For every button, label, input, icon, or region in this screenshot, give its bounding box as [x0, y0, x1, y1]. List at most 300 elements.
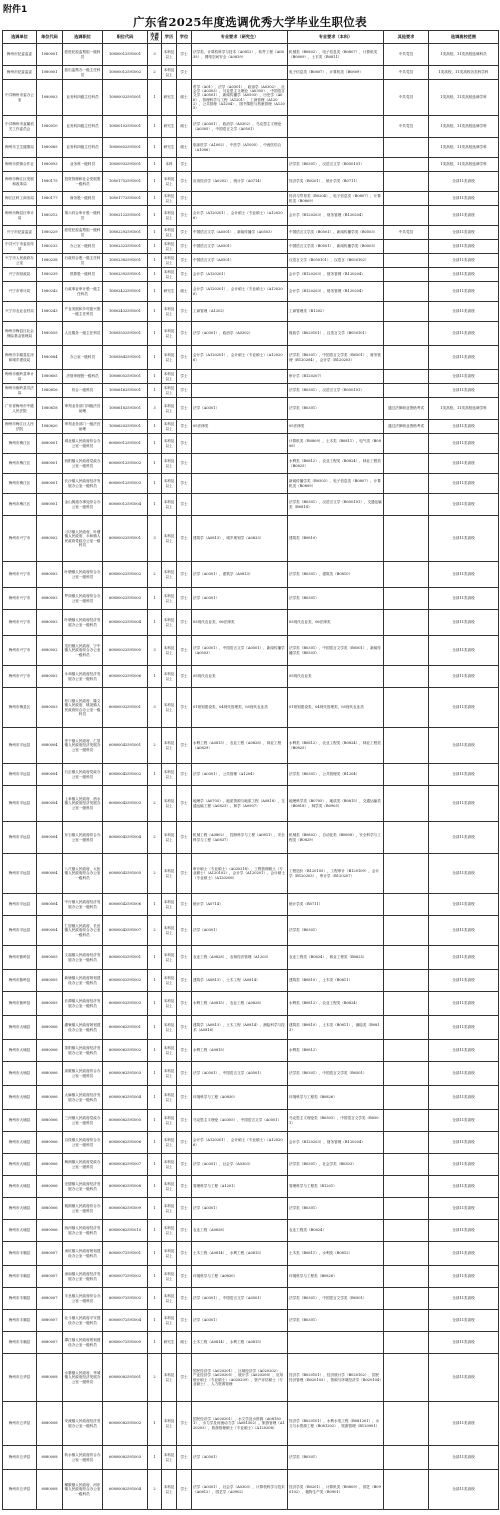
table-cell: 全部11类高校 [429, 970, 499, 992]
table-row [3, 588, 499, 610]
table-cell: 本科及以上 [162, 822, 177, 854]
table-cell: 全部11类高校 [429, 1198, 499, 1220]
table-cell: 梅州市平远县 [3, 916, 37, 946]
table-cell: 本科 [162, 158, 177, 172]
table-cell: 农业工程类（B0824），林业工程类（B0825） [288, 946, 384, 970]
table-row [3, 1242, 499, 1266]
table-cell: 1类高校，11类高校选调科员 [429, 44, 499, 66]
table-cell [384, 588, 429, 610]
table-cell: 建筑学（A0813），土木工程（A0814），测绘科学与技术（A0816） [192, 1016, 288, 1040]
table-cell: 60800072591005 [103, 1332, 148, 1354]
table-row [3, 610, 499, 636]
table-cell: 1 [148, 172, 162, 192]
table-cell: 60800052591003 [103, 992, 148, 1016]
table-row [3, 636, 499, 666]
table-row [3, 322, 499, 346]
table-cell: 1 [148, 158, 162, 172]
table-cell: 60800082591001 [103, 1354, 148, 1402]
column-header: 其他要求 [384, 31, 429, 44]
table-cell: 学士 [177, 854, 192, 894]
table-cell: 梅州市平远县 [3, 786, 37, 822]
table-cell: 学士 [177, 1086, 192, 1110]
table-cell: 工商管理类（B1202） [288, 302, 384, 322]
table-cell: 审判业务部门四级法官助理 [63, 398, 103, 420]
table-cell: 60800042591005 [103, 854, 148, 894]
table-cell: 中共梅州市直属机关工作委员会 [3, 116, 37, 138]
table-cell [384, 1332, 429, 1354]
table-cell: 全部11类高校 [429, 1040, 499, 1062]
table-cell: 横陂镇人民政府、河东镇人民政府综合办公室一级科员 [63, 1470, 103, 1510]
table-cell: 1类高校，11类高校选调学科 [429, 158, 499, 172]
table-cell [384, 240, 429, 254]
table-cell: 环境科学与工程类（B0826） [288, 1086, 384, 1110]
table-cell: 管理科学与工程类（B1201） [288, 1176, 384, 1198]
table-cell: 6080004 [37, 822, 63, 854]
table-cell: 1 [148, 1220, 162, 1242]
column-header: 专业要求（研究生） [192, 31, 288, 44]
table-cell: 经济学（B020101），经济统计学（B020102），国民经济管理（B020103），资源与环境经济学（B020104） [288, 1354, 384, 1402]
table-cell: 水利类（B0812），农业工程类（B0824） [288, 992, 384, 1016]
table-cell: 学士 [177, 1354, 192, 1402]
table-cell: 01规划建设类、04现代管理类、05现代农业类 [192, 688, 288, 728]
table-row [3, 786, 499, 822]
table-cell: 10806052591001 [103, 370, 148, 384]
table-cell: 研究生 [162, 1332, 177, 1354]
table-cell: 1 [148, 138, 162, 158]
table-cell: 10802392591001 [103, 268, 148, 282]
table-cell: 6080007 [37, 1332, 63, 1354]
table-cell: 梅州市梅江区 [3, 474, 37, 494]
table-cell: 梅州市丰顺县 [3, 1332, 37, 1354]
table-cell: 法学类（B0301），公共管理类（B1204） [288, 764, 384, 786]
table-cell: 2 [148, 854, 162, 894]
table-cell: 全部11类高校 [429, 666, 499, 688]
table-cell: 会计学（B120203），财务管理（B120204） [288, 1132, 384, 1154]
table-cell: 梅州市梅江区发展和改革局 [3, 172, 37, 192]
table-cell: 1 [148, 764, 162, 786]
table-cell: 法规审理股一级科员 [63, 370, 103, 384]
table-cell: 兴宁市纪委监委 [3, 226, 37, 240]
table-cell: 6080004 [37, 786, 63, 822]
table-cell: 梅州市梅江区 [3, 434, 37, 454]
table-cell: 梅州市大埔县 [3, 1176, 37, 1198]
table-cell: 01规划建设类、04现代管理类、05现代农业类 [288, 688, 384, 728]
table-cell: 梅州市纪委监委 [3, 66, 37, 80]
table-cell: 1080010 [37, 116, 63, 138]
table-cell: 60800012591001 [103, 434, 148, 454]
table-cell: 10802292591001 [103, 226, 148, 240]
table-row [3, 116, 499, 138]
table-row [3, 946, 499, 970]
table-cell: 枫朗镇人民政府党政办公室一级科员 [63, 1154, 103, 1176]
table-cell: 本科及以上 [162, 384, 177, 398]
table-cell: 全部11类高校 [429, 474, 499, 494]
table-cell: 汉语言文学（B050101），汉语言（B050102） [288, 254, 384, 268]
table-cell: 1 [148, 420, 162, 434]
table-cell: 6080008 [37, 1354, 63, 1402]
table-cell [288, 1332, 384, 1354]
table-cell: 全部11类高校 [429, 1354, 499, 1402]
table-cell [384, 206, 429, 226]
table-row [3, 1176, 499, 1198]
table-cell [288, 80, 384, 116]
table-cell: 学士 [177, 786, 192, 822]
table-cell: 梅州市梅县区审计局 [3, 206, 37, 226]
table-cell: 学士 [177, 992, 192, 1016]
table-cell: 环境科学与工程（A0830） [192, 1086, 288, 1110]
table-cell: 1类高校，11类高校选调学科 [429, 116, 499, 138]
table-cell: 法学类（B0301） [288, 398, 384, 420]
table-cell: 法学类（B0301） [288, 588, 384, 610]
table-cell: 05现代农业类 [288, 666, 384, 688]
table-cell: 本科及以上 [162, 322, 177, 346]
table-cell: 全部11类高校 [429, 346, 499, 370]
table-cell: 全部11类高校 [429, 302, 499, 322]
table-cell: 研究生 [162, 138, 177, 158]
table-cell: 地理学（A0705），地质资源与地质工程（A0818），交通运输工程（A0823），林学（A0907） [192, 786, 288, 822]
table-cell: 中共党员 [384, 116, 429, 138]
table-cell [384, 636, 429, 666]
table-cell [384, 1062, 429, 1086]
table-cell: 6080002 [37, 562, 63, 588]
column-header: 选调单位 [3, 31, 37, 44]
table-cell: 法学（A0301） [192, 1446, 288, 1470]
table-cell: 农业工程（A0828），农林经济管理（A1203） [192, 946, 288, 970]
table-cell: 本科及以上 [162, 420, 177, 434]
table-cell: 学士 [177, 240, 192, 254]
table-cell: 通过法律职业资格考试 [384, 420, 429, 434]
table-cell: 60800062591009 [103, 1198, 148, 1220]
table-cell: 全部11类高校 [429, 1288, 499, 1310]
table-cell: 新闻传播学类（B0503），电子信息类（B0807），计算机类（B0809） [288, 474, 384, 494]
table-cell: 1 [148, 494, 162, 516]
table-row [3, 66, 499, 80]
table-row [3, 138, 499, 158]
table-cell: 兴宁市审计局 [3, 282, 37, 302]
table-cell: 法学（A0301），社会学（A0303），计算机科学与技术（A0812），园艺学（A0902） [192, 1470, 288, 1510]
table-cell: 6080006 [37, 1220, 63, 1242]
table-cell: 6080004 [37, 854, 63, 894]
table-row [3, 1220, 499, 1242]
table-cell: 全部11类高校 [429, 370, 499, 384]
table-cell: 本科及以上 [162, 1198, 177, 1220]
table-cell: 中行镇人民政府经济发展办公室一级科员 [63, 894, 103, 916]
table-cell: 05法律类 [288, 420, 384, 434]
table-cell [384, 610, 429, 636]
table-cell: 梅州市丰顺县住房和城乡建设局 [3, 346, 37, 370]
table-row [3, 894, 499, 916]
table-cell [192, 454, 288, 474]
table-cell: 法学类（B0301），中国语言文学类（B0501） [288, 1062, 384, 1086]
table-cell [384, 562, 429, 588]
table-cell: 1 [148, 384, 162, 398]
table-cell: 法学类（B0301） [288, 1198, 384, 1220]
table-cell: 统计学（A0714） [192, 894, 288, 916]
table-cell: 3 [148, 516, 162, 562]
table-cell: 学士 [177, 226, 192, 240]
table-row [3, 970, 499, 992]
table-cell: 梅州市兴宁市 [3, 636, 37, 666]
table-cell [384, 494, 429, 516]
table-cell: 建筑学（A0813），城乡规划学（A0833） [192, 516, 288, 562]
table-cell: 仁居镇人民政府、长田镇人民政府综合办公室一级科员 [63, 916, 103, 946]
table-cell: 学士 [177, 1266, 192, 1288]
table-cell: 1类高校，11类高校选调学科 [429, 138, 499, 158]
table-cell: 梅州市兴宁市 [3, 516, 37, 562]
table-cell: 本科及以上 [162, 302, 177, 322]
table-cell: 6080004 [37, 728, 63, 764]
table-cell: 水利类（B0812），农业工程类（B0824），林业工程类（B0825） [288, 728, 384, 764]
table-cell: 10802322591001 [103, 240, 148, 254]
table-cell: 学士 [177, 1040, 192, 1062]
table-cell: 梅州市兴宁市 [3, 610, 37, 636]
table-cell: 全部11类高校 [429, 894, 499, 916]
table-cell: 60800012591004 [103, 494, 148, 516]
table-cell [384, 1176, 429, 1198]
table-cell: 1 [148, 240, 162, 254]
table-cell: 10800652591001 [103, 138, 148, 158]
table-cell: 1 [148, 1062, 162, 1086]
table-cell: 全部11类高校 [429, 1332, 499, 1354]
table-cell: 全部11类高校 [429, 1446, 499, 1470]
table-cell: 城北镇人民政府综合办公室一级科员 [63, 434, 103, 454]
table-cell: 6080002 [37, 636, 63, 666]
table-cell: 学士 [177, 158, 192, 172]
table-cell: 学士 [177, 474, 192, 494]
table-cell: 1 [148, 1110, 162, 1132]
table-cell: 1080232 [37, 240, 63, 254]
table-cell: 1 [148, 226, 162, 240]
table-cell: 1类高校，11类高校选调学科 [429, 80, 499, 116]
table-cell: 本科及以上 [162, 1016, 177, 1040]
table-cell: 本科及以上 [162, 474, 177, 494]
table-cell: 60800042591002 [103, 764, 148, 786]
table-cell: 学士 [177, 822, 192, 854]
table-cell: 梅州市梅县区 [3, 688, 37, 728]
table-cell: 10800102591001 [103, 116, 148, 138]
table-cell: 60800012591002 [103, 454, 148, 474]
table-cell: 中共党员 [384, 44, 429, 66]
table-cell [384, 916, 429, 946]
table-cell: 全部11类高校 [429, 268, 499, 282]
table-cell: 法学类（B0301） [288, 1446, 384, 1470]
table-cell: 水利类（B0812） [288, 1040, 384, 1062]
table-row [3, 1154, 499, 1176]
table-cell: 3 [148, 688, 162, 728]
table-cell: 6080006 [37, 1198, 63, 1220]
table-cell [384, 1016, 429, 1040]
table-cell [384, 302, 429, 322]
table-cell: 新铺镇人民政府规划建设办公室一级科员 [63, 970, 103, 992]
table-cell: 全部11类高校 [429, 172, 499, 192]
table-cell: 派驻纪检监察组一级科员 [63, 44, 103, 66]
table-cell [288, 116, 384, 138]
table-cell: 文福镇人民政府经济发展办公室一级科员 [63, 946, 103, 970]
table-cell: 本科及以上 [162, 916, 177, 946]
table-cell: 60800082591003 [103, 1446, 148, 1470]
table-cell: 哲学（A01），法学（A0301），政治学（A0302），社会学（A0303），马克思主义理论（A0305），中国语言文学（A0501），新闻传播学（A0503），历史学（A06），管理科学与工程（A1201），工商管理（A1202），公共管理（A1204），图书情报与档案管理（A1205） [192, 80, 288, 116]
table-cell: 本科及以上 [162, 728, 177, 764]
table-cell: 60800062591002 [103, 1040, 148, 1062]
table-cell: 梅州市丰顺县 [3, 1242, 37, 1266]
table-cell: 6080006 [37, 1176, 63, 1198]
table-cell: 梅州市大埔县 [3, 1198, 37, 1220]
table-cell: 6080006 [37, 1132, 63, 1154]
table-cell: 机械类（B0802），自动化类（B0808），安全科学与工程类（B0829） [288, 822, 384, 854]
table-cell: 1080093 [37, 158, 63, 172]
table-cell: 1 [148, 1176, 162, 1198]
table-cell: 全部11类高校 [429, 322, 499, 346]
table-cell: 永和镇人民政府经济发展办公室一级科员 [63, 666, 103, 688]
table-cell [384, 728, 429, 764]
table-cell: 1 [148, 116, 162, 138]
table-cell: 6080001 [37, 494, 63, 516]
table-cell: 60800062591010 [103, 1220, 148, 1242]
table-cell: 会计学（A120201），会计硕士（专业硕士）（A120206） [192, 206, 288, 226]
table-cell: 学士 [177, 1288, 192, 1310]
table-cell: 1080243 [37, 302, 63, 322]
table-cell [384, 370, 429, 384]
table-cell: 60800062591007 [103, 1154, 148, 1176]
table-cell: 产业发展和乡村振兴股一级主任科员 [63, 302, 103, 322]
table-cell: 建筑类（B0810），土木类（B0811），测绘类（B0813） [288, 1016, 384, 1040]
table-cell: 6080006 [37, 1062, 63, 1086]
table-cell: 1080620 [37, 420, 63, 434]
table-cell: 水利工程（A0815），农业工程（A0828） [192, 992, 288, 1016]
table-cell: 法学类（B0301），中国语言文学类（B0501），新闻传播学类（B0503） [288, 636, 384, 666]
table-row [3, 420, 499, 434]
table-cell: 1080238 [37, 254, 63, 268]
table-cell: 机械工程（A0802），控制科学与工程（A0811），安全科学与工程（A0837） [192, 822, 288, 854]
table-cell: 研究生 [162, 282, 177, 302]
table-cell: 本科及以上 [162, 1086, 177, 1110]
column-header: 学位 [177, 31, 192, 44]
table-cell: 本科及以上 [162, 764, 177, 786]
table-cell: 梅州市丰顺县 [3, 1310, 37, 1332]
table-cell: 1080584 [37, 346, 63, 370]
table-cell: 通过法律职业资格考试 [384, 398, 429, 420]
table-cell: 派驻纪检监察组一级科员 [63, 226, 103, 240]
table-row [3, 80, 499, 116]
table-cell: 本科及以上 [162, 398, 177, 420]
table-cell: 学士 [177, 434, 192, 454]
table-cell: 学士 [177, 1016, 192, 1040]
column-header: 专业要求（本科） [288, 31, 384, 44]
table-cell: 本科及以上 [162, 206, 177, 226]
table-cell: 10806182591001 [103, 398, 148, 420]
table-cell: 转水镇人民政府综合办公室一级科员 [63, 1446, 103, 1470]
table-cell: 10800012591001 [103, 44, 148, 66]
table-cell: 计算机类（B0809），土木类（B0811），电气类（B0806） [288, 434, 384, 454]
table-cell: 2 [148, 822, 162, 854]
table-cell: 60800072591001 [103, 1242, 148, 1266]
table-cell: 硕士 [177, 138, 192, 158]
table-cell: 10802122591001 [103, 206, 148, 226]
table-cell [384, 666, 429, 688]
table-cell: 投资管理和社会发展股一级科员 [63, 172, 103, 192]
table-cell: 硕士 [177, 80, 192, 116]
table-cell: 1 [148, 254, 162, 268]
table-cell: 中共梅州市委办公室 [3, 80, 37, 116]
table-cell: 60800022591002 [103, 562, 148, 588]
document-title: 广东省2025年度选调优秀大学毕业生职位表 [133, 15, 367, 29]
table-row [3, 172, 499, 192]
table-cell [384, 1154, 429, 1176]
table-cell: 湖寮镇人民政府规划建设办公室一级科员 [63, 1016, 103, 1040]
table-cell: 1 [148, 1132, 162, 1154]
table-cell: 本科及以上 [162, 240, 177, 254]
table-cell: 经济学（B020101），水利水电工程（B081201），水文与水资源工程（B081202），旅游管理（B120901） [288, 1402, 384, 1446]
table-row [3, 1016, 499, 1040]
table-cell: 本科及以上 [162, 894, 177, 916]
table-cell: 学士 [177, 172, 192, 192]
table-cell: 本科及以上 [162, 1242, 177, 1266]
table-cell: 6080007 [37, 1242, 63, 1266]
column-header: 选调人数 [148, 31, 162, 44]
table-cell: 本科及以上 [162, 1288, 177, 1310]
table-cell [192, 192, 288, 206]
table-cell: 本科及以上 [162, 516, 177, 562]
table-cell: 法学（A0301） [192, 588, 288, 610]
table-cell: 综合一级科员 [63, 384, 103, 398]
table-cell: 法学（A0301），中国语言文学（A0501） [192, 1062, 288, 1086]
table-row [3, 1470, 499, 1510]
table-row [3, 516, 499, 562]
table-cell: 兴宁市财政局 [3, 268, 37, 282]
table-cell: 第六综合审计股一级科员 [63, 206, 103, 226]
table-cell: 业务科一级科员 [63, 158, 103, 172]
table-cell [384, 786, 429, 822]
table-cell: 1080001 [37, 66, 63, 80]
table-cell: 学士 [177, 66, 192, 80]
table-cell: 水利类（B0812），农业工程类（B0824），林业工程类（B0825） [288, 454, 384, 474]
table-cell: 1 [148, 346, 162, 370]
table-cell [192, 384, 288, 398]
table-row [3, 206, 499, 226]
table-cell: 经济学类（B0201），统计学类（B0711） [288, 172, 384, 192]
table-cell: 建筑学（A0813），土木工程（A0814） [192, 970, 288, 992]
table-cell: 差干镇人民政府、仁居镇人民政府经济发展办公室一级科员 [63, 728, 103, 764]
table-cell: 1 [148, 610, 162, 636]
table-cell [384, 822, 429, 854]
table-cell: 丰良镇人民政府综合办公室一级科员 [63, 1288, 103, 1310]
table-cell: 硕士 [177, 1332, 192, 1354]
column-header: 选调高校范围 [429, 31, 499, 44]
table-cell: 60800082591002 [103, 1402, 148, 1446]
table-cell: 学士 [177, 346, 192, 370]
table-cell: 60800022591006 [103, 666, 148, 688]
table-cell: 叶塘镇人民政府综合办公室一级科员 [63, 562, 103, 588]
table-cell: 1 [148, 282, 162, 302]
table-cell [384, 854, 429, 894]
table-cell: 中共党员 [384, 226, 429, 240]
table-cell: 全部11类高校 [429, 610, 499, 636]
table-cell: 梅江区科工商务局 [3, 192, 37, 206]
table-cell: 机械类（B0802），电子信息类（B0807），计算机类（B0809），土木类（B0811） [288, 44, 384, 66]
table-cell: 大麻镇人民政府经济发展办公室一级科员 [63, 1086, 103, 1110]
table-row [3, 1110, 499, 1132]
table-cell: 业务科四级主任科员 [63, 80, 103, 116]
table-cell: 梅州市平远县 [3, 894, 37, 916]
table-cell: 环境科学与工程类（B0826） [288, 1266, 384, 1288]
table-cell [384, 384, 429, 398]
table-cell: 梅州市平远县 [3, 764, 37, 786]
table-cell: 1080175 [37, 172, 63, 192]
table-cell: 60800022591004 [103, 610, 148, 636]
table-cell: 法学类，计算机科学与技术（A0812），软件工程（A0835），网络空间安全（A0839） [192, 44, 288, 66]
table-cell: 学士 [177, 1176, 192, 1198]
table-cell: 60800042591006 [103, 894, 148, 916]
